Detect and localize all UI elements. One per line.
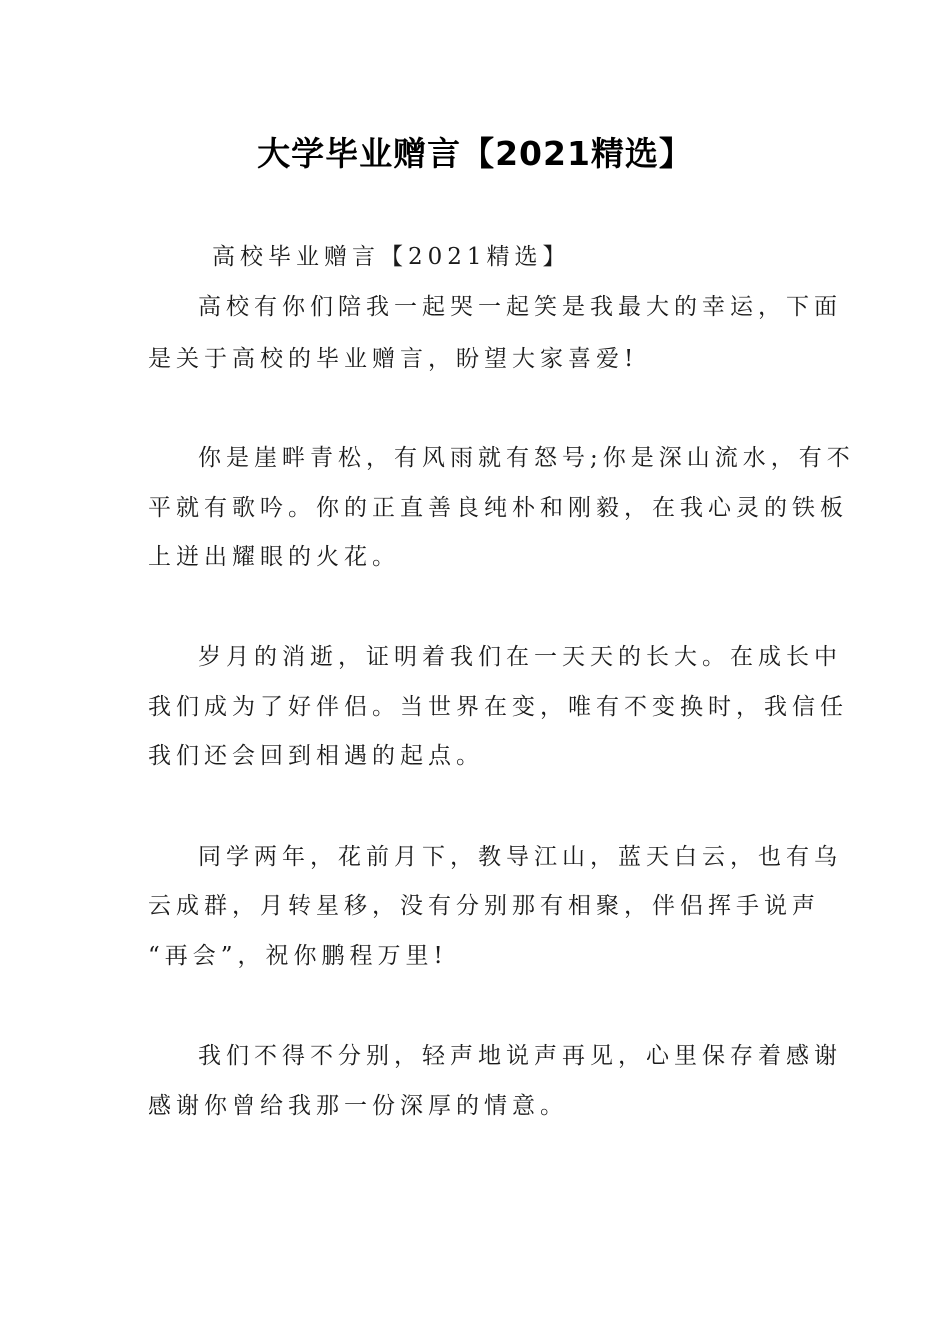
- document-title: 大学毕业赠言【2021精选】: [257, 134, 693, 173]
- paragraph-line: 同学两年，花前月下，教导江山，蓝天白云，也有乌: [198, 844, 842, 870]
- paragraph-line: 平就有歌吟。你的正直善良纯朴和刚毅，在我心灵的铁板: [148, 495, 848, 521]
- paragraph-line: 上迸出耀眼的火花。: [148, 544, 400, 570]
- paragraph-line: 你是崖畔青松，有风雨就有怒号;你是深山流水，有不: [198, 445, 855, 471]
- paragraph-line: 是关于高校的毕业赠言，盼望大家喜爱!: [148, 346, 639, 372]
- paragraph-line: “再会”，祝你鹏程万里!: [148, 943, 448, 969]
- paragraph-line: 高校有你们陪我一起哭一起笑是我最大的幸运，下面: [198, 294, 842, 320]
- document-subtitle: 高校毕业赠言【2021精选】: [212, 244, 571, 270]
- paragraph-line: 我们成为了好伴侣。当世界在变，唯有不变换时，我信任: [148, 694, 848, 720]
- paragraph-line: 我们不得不分别，轻声地说声再见，心里保存着感谢: [198, 1043, 842, 1069]
- paragraph-line: 感谢你曾给我那一份深厚的情意。: [148, 1093, 568, 1119]
- paragraph-line: 我们还会回到相遇的起点。: [148, 743, 484, 769]
- paragraph-line: 云成群，月转星移，没有分别那有相聚，伴侣挥手说声: [148, 893, 820, 919]
- paragraph-line: 岁月的消逝，证明着我们在一天天的长大。在成长中: [198, 644, 842, 670]
